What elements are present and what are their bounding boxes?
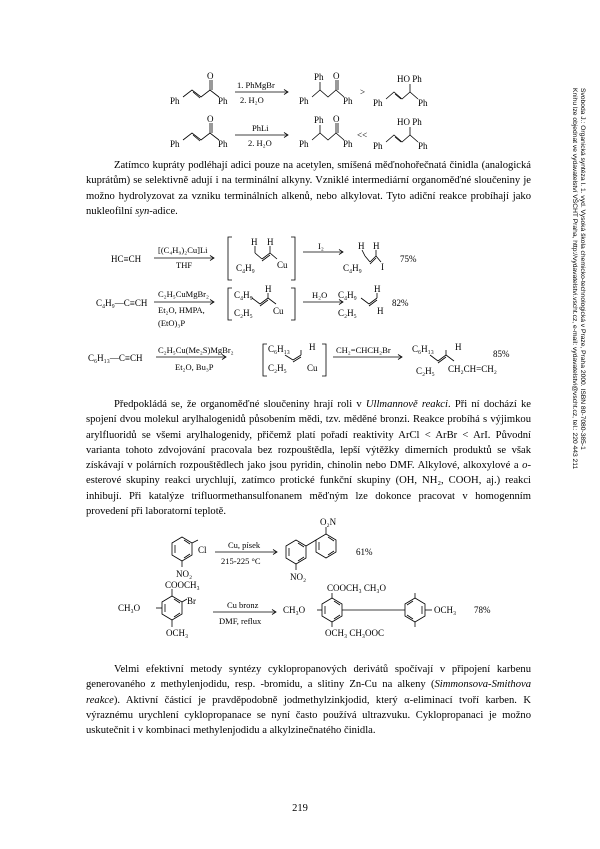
s2-r3-yield: 85%	[493, 349, 510, 359]
s2-r3-cu: Cu	[307, 363, 318, 373]
s3-r2-p-right: OCH₃	[434, 605, 457, 615]
s2-r3-c6h13: C₆H₁₃	[268, 344, 290, 354]
s1-r1-reagent-top: 1. PhMgBr	[237, 80, 275, 90]
s2-r1-reagent-bottom: THF	[176, 260, 193, 270]
s1-r2-p1-o: O	[333, 114, 340, 124]
s2-r2-start: C₄H₉—C≡CH	[96, 298, 148, 308]
page-number: 219	[292, 803, 308, 814]
s1-r2-reagent-top: PhLi	[252, 123, 269, 133]
s1-r2-p2-ho-ph: HO Ph	[397, 117, 422, 127]
s1-r2-ph-left: Ph	[170, 139, 180, 149]
s2-r2-reagent-bottom: (EtO)₃P	[158, 318, 186, 328]
s2-r1-start: HC≡CH	[111, 254, 142, 264]
margin-citation-line1: Svoboda J.: Organická syntéza I. 1. vyd. Vysoká škola chemicko-technologická v Praze, Praha 2000. ISBN 80-7080-385-1	[579, 88, 586, 450]
s1-r1-p2-ho-ph: HO Ph	[397, 74, 422, 84]
s2-r3-p-allyl: CH₂CH=CH₂	[448, 364, 497, 374]
s1-r2-reagent-bottom: 2. H₂O	[248, 138, 272, 148]
s2-r1-c4h9: C₄H₉	[236, 263, 255, 273]
s2-r3-reagent-top: C₂H₅Cu(Me₂S)MgBr₂	[158, 345, 234, 355]
s2-r1-yield: 75%	[400, 254, 417, 264]
s2-r2-yield: 82%	[392, 298, 409, 308]
s1-r2-ph-right: Ph	[218, 139, 228, 149]
s2-r1-p-h1: H	[358, 241, 365, 251]
s2-r2-h: H	[265, 284, 272, 294]
s2-r1-h1: H	[251, 237, 258, 247]
s3-r2-och3: OCH₃	[166, 628, 189, 638]
s1-r2-o: O	[207, 114, 214, 124]
s3-r2-yield: 78%	[474, 605, 491, 615]
s1-r2-p1-ph-top: Ph	[314, 115, 324, 125]
s3-r2-reagent-top: Cu bronz	[227, 600, 259, 610]
s1-r1-reagent-bottom: 2. H₂O	[240, 95, 264, 105]
s1-r1-p1-ph-left: Ph	[299, 96, 309, 106]
s3-r2-p-left: CH₃O	[283, 605, 306, 615]
s3-r1-no2: NO₂	[176, 569, 193, 579]
s2-r3-c2h5: C₂H₅	[268, 363, 287, 373]
s2-r3-p-c2h5: C₂H₅	[416, 366, 435, 376]
s1-r2-p1-ph-right: Ph	[343, 139, 353, 149]
s1-r2-p1-ph-left: Ph	[299, 139, 309, 149]
s1-r1-p1-o: O	[333, 71, 340, 81]
s2-r1-p-i: I	[381, 262, 384, 272]
s3-r1-reagent-bottom: 215-225 °C	[221, 556, 261, 566]
s2-r2-reagent-top: C₂H₅CuMgBr₂	[158, 289, 209, 299]
s1-r2-p2-ph-left: Ph	[373, 141, 383, 151]
s2-r1-p-c4h9: C₄H₉	[343, 263, 362, 273]
s2-r2-p-c2h5: C₂H₅	[338, 308, 357, 318]
s1-r1-p2-ph-right: Ph	[418, 98, 428, 108]
s2-r2-p-h2: H	[377, 306, 384, 316]
s2-r1-h2: H	[267, 237, 274, 247]
s2-r2-cu: Cu	[273, 306, 284, 316]
s1-r1-p2-ph-left: Ph	[373, 98, 383, 108]
s2-r2-p-c4h9: C₄H₉	[338, 290, 357, 300]
paragraph-cuprates: Zatímco kupráty podléhají adici pouze na acetylen, smíšená měďnohořečnatá činidla (analogická kuprátům) se selektivně adují i na terminální alkyny. Vzniklé intermediární organoměďné sloučeniny je možno hydrolyzovat za vzniku terminálních alkenů, nebo alkylovat. Tyto adiční reakce probíhají jako nukleofilní syn-adice.	[86, 160, 531, 217]
s1-r1-ph-right: Ph	[218, 96, 228, 106]
s3-r2-p-bottom: OCH₃ CH₃OOC	[325, 628, 385, 638]
s3-r1-cl: Cl	[198, 545, 207, 555]
s1-r1-p1-ph-right: Ph	[343, 96, 353, 106]
s2-r1-step2: I₂	[318, 241, 324, 251]
s2-r3-start: C₆H₁₃—C≡CH	[88, 353, 143, 363]
s1-r1-o: O	[207, 71, 214, 81]
s3-r1-p-no2-top: O₂N	[320, 517, 337, 527]
s1-r2-p2-ph-right: Ph	[418, 141, 428, 151]
s2-r3-p-h: H	[455, 342, 462, 352]
s2-r2-c4h9: C₄H₉	[234, 290, 253, 300]
s1-r2-compare: <<	[357, 130, 368, 140]
s2-r1-p-h2: H	[373, 241, 380, 251]
s3-r2-reagent-bottom: DMF, reflux	[219, 616, 262, 626]
margin-citation-line2: Knihu lze objednat ve vydavatelství VŠCHT Praha, http://vydavatelstvi.vscht.cz, e-mail: vydavatelstvi@vscht.cz, tel.: 220 443 211	[571, 88, 578, 470]
s2-r1-cu: Cu	[277, 260, 288, 270]
s2-r2-reagent-mid: Et₂O, HMPA,	[158, 305, 205, 315]
s1-r1-ph-left: Ph	[170, 96, 180, 106]
s2-r2-step2: H₂O	[312, 290, 328, 300]
s2-r3-step2: CH₂=CHCH₂Br	[336, 345, 391, 355]
s2-r3-h: H	[309, 342, 316, 352]
s3-r1-yield: 61%	[356, 547, 373, 557]
paragraph-simmons-smith: Velmi efektivní metody syntézy cyklopropanových derivátů spočívají v připojení karbenu generovaného z methylenjodidu, resp. -bromidu, a slitiny Zn-Cu na alkeny (Simmonsova-Smithova reakce). Aktivní částicí je pravděpodobně jodmethylzinkjodid, který α-eliminací tvoří karben. K výraznému urychlení cyklopropanace se nyní často používá ultrazvuku. Cyklopropanaci je možno uskutečnit i v kombinaci methylenjodidu a alkylzinečnatého činidla.	[86, 664, 531, 737]
s1-r1-p1-ph-top: Ph	[314, 72, 324, 82]
s3-r1-p-no2-bottom: NO₂	[290, 572, 307, 582]
s3-r2-br: Br	[187, 596, 196, 606]
s3-r2-ch3o: CH₃O	[118, 603, 141, 613]
paragraph-ullmann: Předpokládá se, že organoměďné sloučeniny hrají roli v Ullmannově reakci. Při ní dochází ke spojení dvou molekul arylhalogenidů působením mědi, tzv. měděné bronzi. Reakce probíhá s výjimkou arylfluoridů se všemi arylhalogenidy, přičemž platí pořadí reaktivity ArCl < ArBr < ArI. Původní varianta tohoto zdvojování pracovala bez rozpouštědla, lepší výtěžky dimerních produktů se však získávají v polárních rozpouštědlech jako jsou pyridin, chinolin nebo DMF. Alkylové, alkoxylové a o-esterové skupiny reakci urychlují, zatímco protické funkční skupiny (OH, NH₂, COOH, aj.) reakci inhibují. Při katalýze trifluormethansulfonanem měďným lze dokonce pracovat v homogenním provedení při laboratorní teplotě.	[86, 399, 531, 518]
s2-r3-reagent-bottom: Et₂O, Bu₃P	[175, 362, 214, 372]
s2-r2-p-h: H	[374, 284, 381, 294]
s2-r2-c2h5: C₂H₅	[234, 308, 253, 318]
s3-r2-p-top: COOCH₃ CH₃O	[327, 583, 387, 593]
s3-r2-cooch3: COOCH₃	[165, 580, 200, 590]
s1-r1-compare: >	[360, 87, 366, 97]
s2-r1-reagent-top: [(C₄H₉)₂Cu]Li	[158, 245, 208, 255]
s2-r3-p-c6h13: C₆H₁₃	[412, 344, 434, 354]
s3-r1-reagent-top: Cu, písek	[228, 540, 261, 550]
